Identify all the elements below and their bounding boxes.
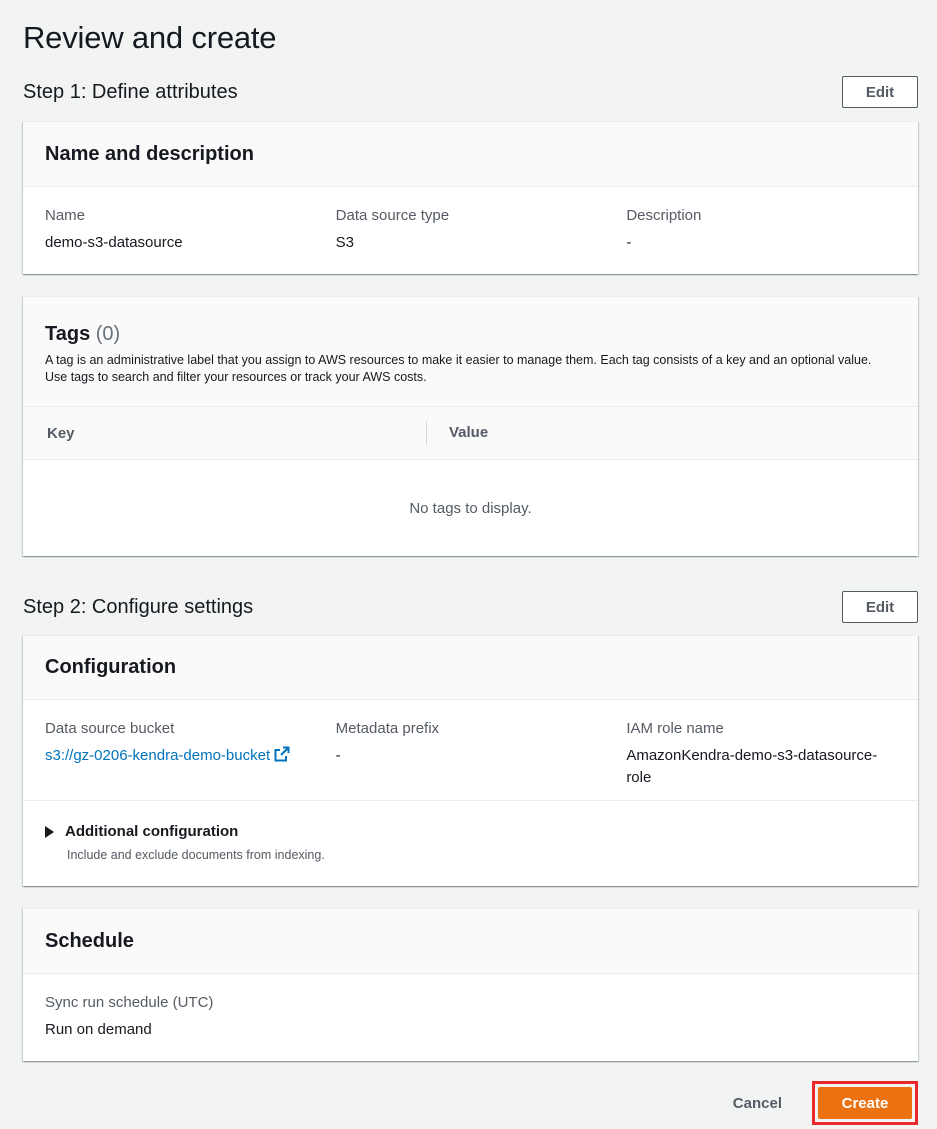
footer-actions [733, 1081, 918, 1125]
step2-header [23, 591, 918, 623]
tags-table-header [23, 407, 918, 460]
schedule-title: Schedule [45, 929, 134, 952]
field-value: S3 [335, 234, 355, 251]
step1-title: Step 1: Define attributes [23, 80, 238, 103]
tags-panel [23, 296, 918, 556]
additional-configuration-title[interactable]: Additional configuration [65, 823, 239, 840]
configuration-panel [23, 635, 918, 886]
schedule-fields [23, 974, 918, 1041]
field-value: AmazonKendra-demo-s3-datasource-role [626, 747, 878, 786]
field-description [626, 206, 896, 254]
tags-header [23, 297, 918, 407]
field-value: - [335, 747, 341, 764]
cancel-button[interactable]: Cancel [732, 1094, 782, 1112]
field-label: Data source type [335, 207, 450, 224]
tags-description: A tag is an administrative label that you assign to AWS resources to make it easier to manage them. Each tag consists of a key and an optional value. Use tags to search and filter your resources or track your AWS costs. [45, 353, 872, 384]
field-metadata-prefix [336, 719, 627, 800]
field-label: Name [45, 207, 86, 224]
tags-table-body [23, 460, 918, 556]
field-value: - [626, 234, 632, 251]
name-description-title: Name and description [45, 142, 254, 165]
tags-title: Tags [45, 323, 91, 345]
field-sync-run-schedule [45, 993, 315, 1041]
tags-count: (0) [95, 323, 121, 345]
column-header-value[interactable]: Value [426, 421, 488, 445]
field-data-source-type [336, 206, 627, 254]
configuration-header [23, 636, 918, 700]
tags-title-row [45, 323, 896, 346]
step2-edit-button[interactable]: Edit [842, 591, 918, 623]
configuration-fields [23, 700, 918, 800]
field-name [45, 206, 336, 254]
additional-configuration-description: Include and exclude documents from indexing. [67, 848, 325, 862]
column-header-key[interactable]: Key [47, 424, 75, 442]
page-title: Review and create [23, 20, 277, 55]
caret-right-icon[interactable] [45, 826, 54, 838]
field-value: demo-s3-datasource [45, 234, 183, 251]
field-label: Data source bucket [45, 720, 175, 737]
field-iam-role-name [626, 719, 896, 800]
name-description-fields [23, 187, 918, 254]
configuration-title: Configuration [45, 656, 177, 678]
field-label: Description [626, 207, 702, 224]
field-label: IAM role name [626, 720, 724, 737]
field-data-source-bucket [45, 719, 336, 800]
schedule-panel [23, 908, 918, 1061]
additional-configuration-section [23, 800, 918, 887]
empty-tags-message: No tags to display. [409, 499, 532, 517]
bucket-link-row [45, 745, 336, 767]
field-value: Run on demand [45, 1021, 152, 1038]
field-label: Metadata prefix [335, 720, 440, 737]
external-link-icon[interactable] [274, 746, 290, 762]
name-description-panel [23, 121, 918, 274]
field-label: Sync run schedule (UTC) [45, 994, 214, 1011]
create-button[interactable]: Create [818, 1087, 912, 1119]
step2-title: Step 2: Configure settings [23, 595, 254, 618]
step1-edit-button[interactable]: Edit [842, 76, 918, 108]
create-highlight [812, 1081, 918, 1125]
schedule-header [23, 909, 918, 974]
step1-header [23, 76, 918, 108]
additional-configuration-toggle[interactable] [45, 823, 896, 840]
bucket-link[interactable]: s3://gz-0206-kendra-demo-bucket [45, 747, 271, 764]
name-description-header [23, 122, 918, 187]
